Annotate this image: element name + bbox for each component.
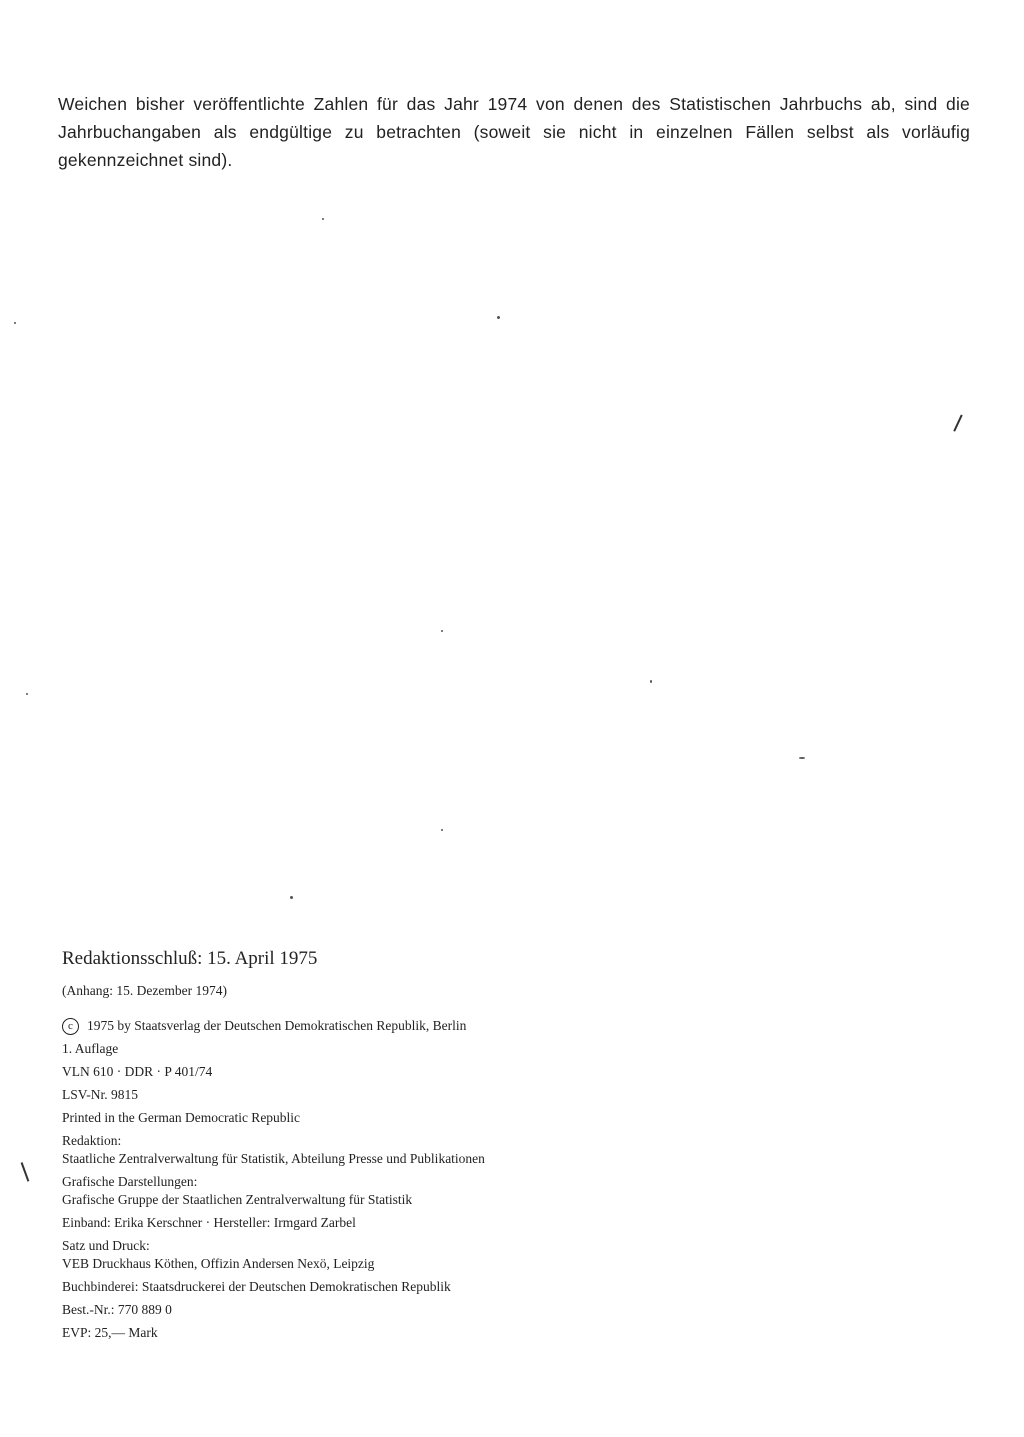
lsv-number-line: LSV-Nr. 9815 (62, 1087, 139, 1102)
scan-speck (650, 680, 652, 683)
editorial-value: Staatliche Zentralverwaltung für Statistik, Abteilung Presse und Publikationen (62, 1151, 485, 1166)
editorial-deadline: Redaktionsschluß: 15. April 1975 (62, 948, 318, 969)
scan-speck (497, 316, 500, 319)
scan-mark (953, 415, 962, 432)
editorial-label: Redaktion: (62, 1133, 122, 1148)
scan-speck (799, 757, 805, 759)
printed-in-line: Printed in the German Democratic Republic (62, 1110, 301, 1125)
imprint-block (62, 946, 682, 1347)
scan-speck (290, 896, 293, 899)
order-number-line: Best.-Nr.: 770 889 0 (62, 1302, 172, 1317)
scan-speck (26, 693, 28, 695)
scan-mark (21, 1162, 29, 1181)
scan-speck (14, 322, 16, 324)
graphics-label: Grafische Darstellungen: (62, 1174, 198, 1189)
copyright-line (62, 1017, 682, 1035)
scan-speck (441, 630, 443, 632)
price-line: EVP: 25,— Mark (62, 1325, 158, 1340)
license-line: VLN 610 · DDR · P 401/74 (62, 1064, 213, 1079)
scan-speck (441, 829, 443, 831)
binding-producer-line: Einband: Erika Kerschner · Hersteller: Irmgard Zarbel (62, 1215, 356, 1230)
graphics-value: Grafische Gruppe der Staatlichen Zentralverwaltung für Statistik (62, 1192, 413, 1207)
scan-speck (322, 218, 324, 220)
bookbinding-line: Buchbinderei: Staatsdruckerei der Deutschen Demokratischen Republik (62, 1279, 451, 1294)
statistical-note-paragraph: Weichen bisher veröffentlichte Zahlen für das Jahr 1974 von denen des Statistischen Jahrbuchs ab, sind die Jahrbuchangaben als endgültige zu betrachten (soweit sie nicht in einzelnen Fällen selbst als vorläufig gekennzeichnet sind). (58, 93, 970, 170)
edition-line: 1. Auflage (62, 1041, 119, 1056)
copyright-text: 1975 by Staatsverlag der Deutschen Demokratischen Republik, Berlin (87, 1018, 467, 1033)
copyright-icon: c (62, 1018, 79, 1035)
typesetting-label: Satz und Druck: (62, 1238, 150, 1253)
typesetting-value: VEB Druckhaus Köthen, Offizin Andersen Nexö, Leipzig (62, 1256, 375, 1271)
appendix-deadline: (Anhang: 15. Dezember 1974) (62, 983, 227, 998)
